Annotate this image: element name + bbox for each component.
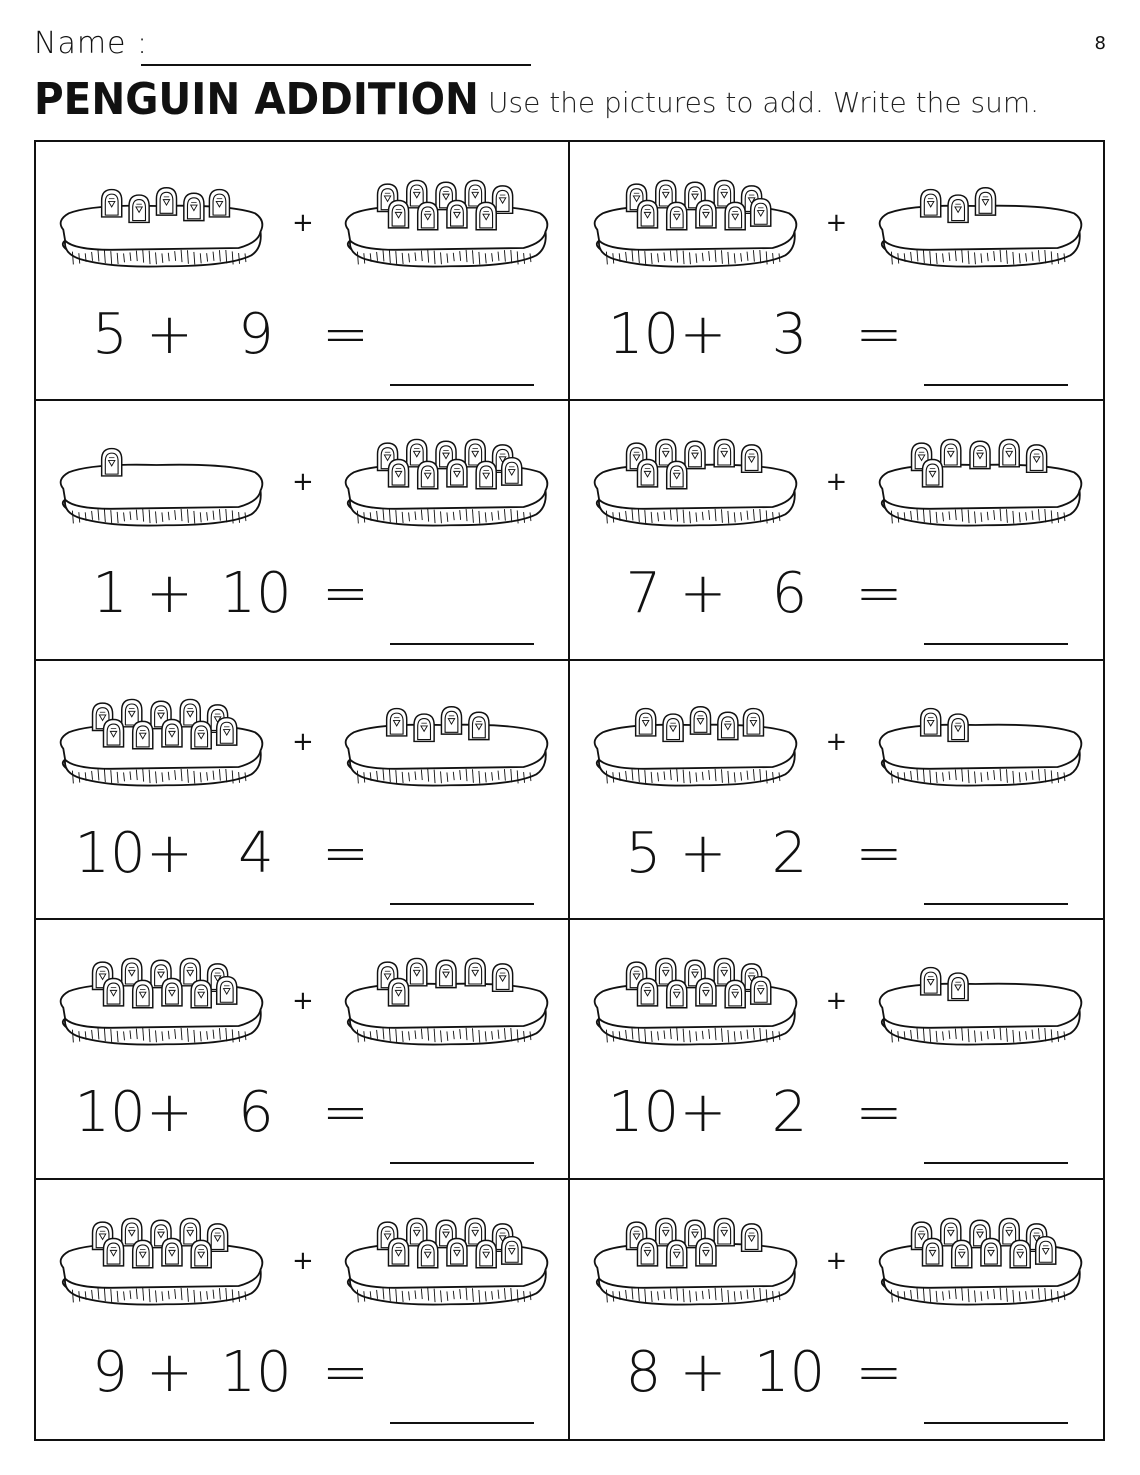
- equals-sign: =: [322, 1080, 369, 1146]
- answer-blank[interactable]: [924, 384, 1068, 386]
- ice-floe-penguins-icon: [590, 691, 800, 801]
- ice-floe-penguins-icon: [590, 1210, 800, 1320]
- equals-sign: =: [855, 1339, 903, 1405]
- problem-cell: [570, 142, 1104, 401]
- ice-floe-penguins-icon: [875, 950, 1085, 1060]
- plus-sign: +: [146, 820, 193, 886]
- problem-cell: [570, 661, 1104, 920]
- problem-grid: [34, 140, 1105, 1441]
- problem-cell: [36, 661, 570, 920]
- answer-blank[interactable]: [924, 643, 1068, 645]
- plus-sign: +: [146, 302, 193, 367]
- plus-sign: +: [146, 1080, 193, 1146]
- picture-plus-sign: +: [825, 726, 848, 757]
- picture-plus-sign: +: [292, 986, 314, 1017]
- ice-floe-penguins-icon: [875, 1210, 1085, 1320]
- plus-sign: +: [679, 820, 727, 886]
- ice-floe-penguins-icon: [56, 1210, 266, 1320]
- addend-b: 10: [753, 1339, 826, 1405]
- answer-blank[interactable]: [390, 1422, 534, 1424]
- ice-floe-penguins-icon: [341, 431, 551, 541]
- equals-sign: =: [322, 820, 369, 886]
- answer-blank[interactable]: [390, 1162, 534, 1164]
- addend-a: 5: [92, 302, 128, 367]
- answer-blank[interactable]: [924, 903, 1068, 905]
- addend-a: 10: [74, 1080, 146, 1146]
- ice-floe-penguins-icon: [56, 172, 266, 282]
- ice-floe-penguins-icon: [341, 1210, 551, 1320]
- addend-a: 5: [625, 820, 662, 886]
- equals-sign: =: [855, 302, 903, 367]
- problem-cell: [36, 142, 570, 401]
- addend-b: 9: [238, 302, 274, 367]
- ice-floe-penguins-icon: [56, 950, 266, 1060]
- page-number: 8: [1094, 33, 1106, 54]
- addend-a: 1: [92, 561, 128, 627]
- addend-a: 10: [607, 302, 680, 367]
- answer-blank[interactable]: [924, 1422, 1068, 1424]
- plus-sign: +: [679, 561, 727, 627]
- name-label: Name :: [34, 26, 149, 61]
- equals-sign: =: [322, 561, 369, 627]
- instructions: Use the pictures to add. Write the sum.: [488, 86, 1040, 119]
- plus-sign: +: [679, 302, 727, 367]
- plus-sign: +: [146, 561, 193, 627]
- addend-b: 10: [220, 561, 292, 627]
- plus-sign: +: [679, 1080, 727, 1146]
- ice-floe-penguins-icon: [875, 431, 1085, 541]
- equals-sign: =: [855, 561, 903, 627]
- picture-plus-sign: +: [825, 208, 848, 238]
- problem-cell: [570, 1180, 1104, 1439]
- ice-floe-penguins-icon: [590, 431, 800, 541]
- ice-floe-penguins-icon: [341, 172, 551, 282]
- addend-a: 10: [74, 820, 146, 886]
- addend-b: 6: [771, 561, 808, 627]
- equals-sign: =: [322, 302, 369, 367]
- answer-blank[interactable]: [390, 643, 534, 645]
- addend-a: 7: [625, 561, 662, 627]
- addend-b: 3: [771, 302, 808, 367]
- name-input-line[interactable]: [141, 64, 531, 66]
- problem-cell: [570, 401, 1104, 660]
- answer-blank[interactable]: [390, 384, 534, 386]
- addend-b: 2: [771, 820, 808, 886]
- problem-cell: [36, 1180, 570, 1439]
- picture-plus-sign: +: [825, 467, 848, 498]
- picture-plus-sign: +: [292, 726, 314, 757]
- answer-blank[interactable]: [924, 1162, 1068, 1164]
- equals-sign: =: [855, 820, 903, 886]
- ice-floe-penguins-icon: [56, 691, 266, 801]
- problem-cell: [570, 920, 1104, 1179]
- ice-floe-penguins-icon: [875, 172, 1085, 282]
- addend-b: 6: [238, 1080, 274, 1146]
- answer-blank[interactable]: [390, 903, 534, 905]
- picture-plus-sign: +: [292, 208, 314, 238]
- page-title: PENGUIN ADDITION: [34, 74, 479, 125]
- equals-sign: =: [855, 1080, 903, 1146]
- addend-b: 4: [238, 820, 274, 886]
- addend-a: 10: [607, 1080, 680, 1146]
- addend-b: 2: [771, 1080, 808, 1146]
- ice-floe-penguins-icon: [590, 172, 800, 282]
- addend-b: 10: [220, 1339, 292, 1405]
- problem-cell: [36, 401, 570, 660]
- plus-sign: +: [679, 1339, 727, 1405]
- picture-plus-sign: +: [292, 1245, 314, 1276]
- plus-sign: +: [146, 1339, 193, 1405]
- picture-plus-sign: +: [292, 467, 314, 498]
- problem-cell: [36, 920, 570, 1179]
- ice-floe-penguins-icon: [56, 431, 266, 541]
- picture-plus-sign: +: [825, 986, 848, 1017]
- addend-a: 9: [92, 1339, 128, 1405]
- equals-sign: =: [322, 1339, 369, 1405]
- picture-plus-sign: +: [825, 1245, 848, 1276]
- ice-floe-penguins-icon: [875, 691, 1085, 801]
- ice-floe-penguins-icon: [341, 691, 551, 801]
- addend-a: 8: [625, 1339, 662, 1405]
- ice-floe-penguins-icon: [590, 950, 800, 1060]
- ice-floe-penguins-icon: [341, 950, 551, 1060]
